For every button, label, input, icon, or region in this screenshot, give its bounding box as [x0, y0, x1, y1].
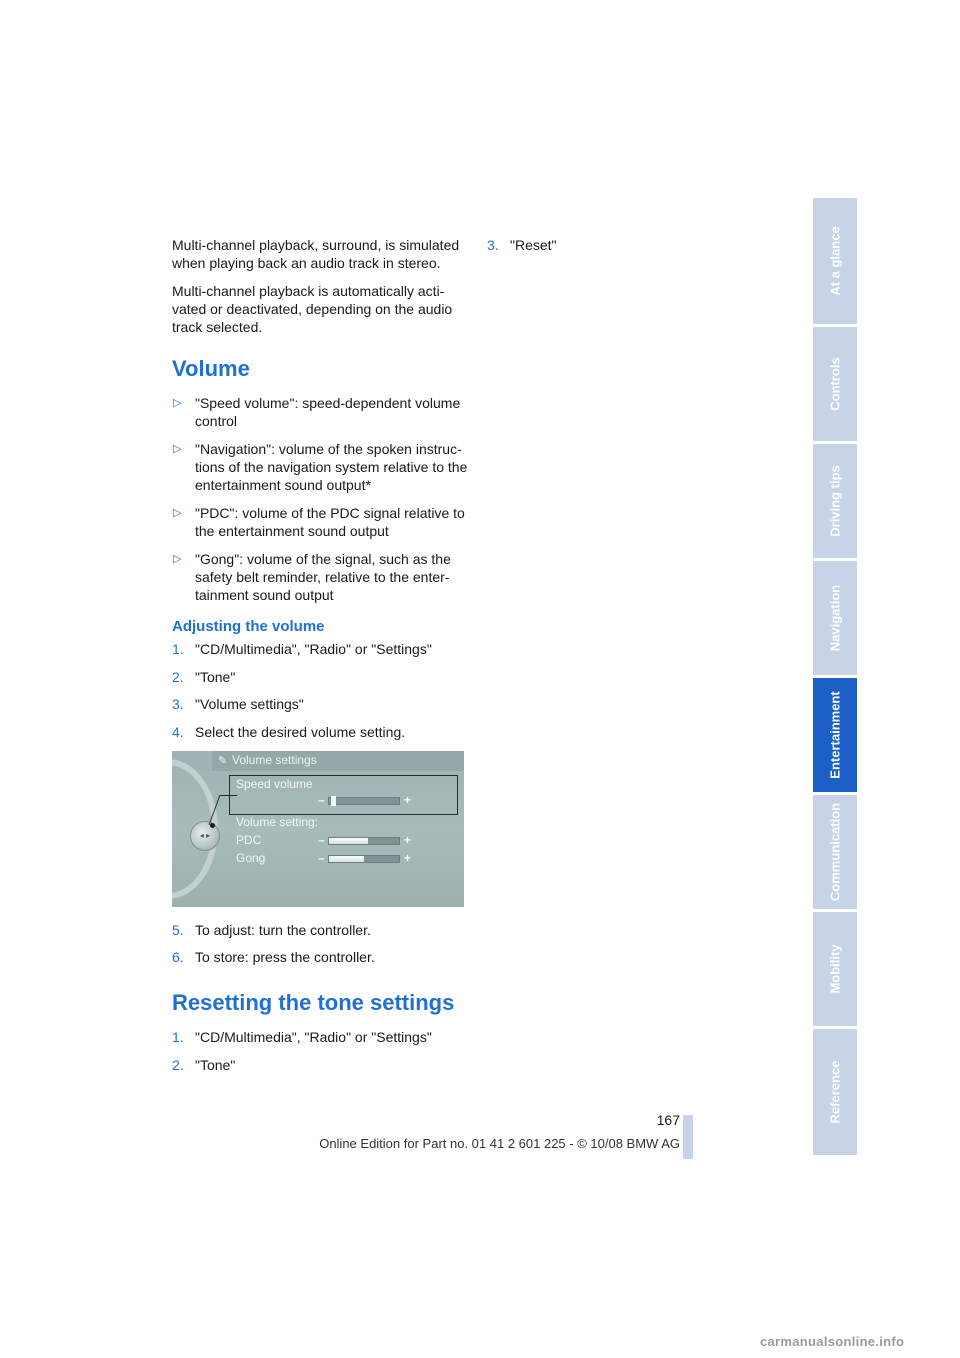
step-text: "Tone": [195, 1056, 236, 1073]
tab-driving-tips[interactable]: [813, 444, 857, 558]
controller-knob-icon: ◂ ▸: [190, 821, 220, 851]
triangle-bullet-icon: ▷: [173, 507, 182, 519]
step-number: 4.: [172, 723, 184, 740]
list-item: [172, 440, 468, 494]
gong-minus: –: [318, 850, 325, 865]
list-item: [172, 640, 468, 658]
screen-title: Volume settings: [232, 752, 317, 767]
intro-paragraph-2: Multi-channel playback is automatically acti-vated or deactivated, depending on the audio track selected.: [172, 283, 453, 335]
leader-dot: [210, 823, 215, 828]
gong-track: [328, 855, 400, 863]
intro-paragraph-1: Multi-channel playback, surround, is simulated when playing back an audio track in stereo.: [172, 237, 460, 271]
left-column: [172, 236, 468, 1083]
bullet-text: "Gong": volume of the signal, such as the safety belt reminder, relative to the enter-tainment sound output: [195, 551, 451, 603]
list-item: [172, 504, 468, 540]
pdc-fill: [329, 838, 368, 844]
step-text: "CD/Multimedia", "Radio" or "Settings": [195, 1029, 432, 1045]
reset-steps-list: [172, 1028, 468, 1074]
step-number: 6.: [172, 949, 184, 965]
tab-reference[interactable]: [813, 1029, 857, 1155]
tab-communication[interactable]: [813, 795, 857, 909]
bullet-text: "Speed volume": speed-dependent volume control: [195, 395, 461, 429]
right-column: [487, 236, 787, 264]
speed-volume-minus: –: [318, 792, 325, 807]
speed-volume-label: Speed volume: [236, 776, 313, 791]
triangle-bullet-icon: ▷: [173, 443, 182, 455]
wrench-icon: ✎: [218, 754, 228, 767]
tab-label: Controls: [827, 357, 843, 411]
bullet-text: "Navigation": volume of the spoken instruc-tions of the navigation system relative to the entertainment sound output*: [195, 441, 468, 493]
pdc-label: PDC: [236, 832, 262, 847]
step-text: To adjust: turn the controller.: [195, 921, 371, 938]
step-text: "Tone": [195, 668, 236, 685]
tab-navigation[interactable]: [813, 561, 857, 675]
step-text: "Volume settings": [195, 696, 304, 712]
step-text: To store: press the controller.: [195, 949, 375, 965]
tab-label: Entertainment: [827, 691, 843, 779]
speed-volume-marker: [331, 796, 336, 806]
tab-entertainment[interactable]: [813, 678, 857, 792]
adjust-steps-list: [172, 640, 468, 741]
page-number-bar: [683, 1115, 693, 1159]
speed-volume-plus: +: [404, 792, 412, 807]
speed-volume-track: [328, 797, 400, 805]
list-item: [172, 723, 468, 741]
list-item: [172, 1028, 468, 1046]
step-text: "CD/Multimedia", "Radio" or "Settings": [195, 641, 432, 657]
tab-label: Driving tips: [827, 465, 843, 537]
tab-label: Reference: [827, 1060, 843, 1124]
tab-label: Communication: [827, 802, 843, 902]
step-number: 2.: [172, 668, 184, 685]
tab-at-a-glance[interactable]: [813, 198, 857, 324]
step-text: "Reset": [510, 237, 557, 253]
volume-heading: Volume: [172, 356, 250, 381]
pdc-minus: –: [318, 832, 325, 847]
list-item: [172, 668, 468, 686]
edition-footer: Online Edition for Part no. 01 41 2 601 225 - © 10/08 BMW AG: [319, 1136, 680, 1151]
list-item: [172, 394, 468, 430]
pdc-track: [328, 837, 400, 845]
step-number: 1.: [172, 1029, 184, 1045]
list-item: [172, 550, 468, 604]
gong-fill: [329, 856, 364, 862]
volume-setting-label: Volume setting:: [236, 814, 319, 829]
tab-label: Navigation: [827, 584, 843, 652]
tab-controls[interactable]: [813, 327, 857, 441]
step-text: Select the desired volume setting.: [195, 723, 406, 740]
list-item: [172, 695, 468, 713]
list-item: [487, 236, 787, 254]
triangle-bullet-icon: ▷: [173, 553, 182, 565]
tab-label: Mobility: [827, 944, 843, 994]
page-number: 167: [656, 1112, 680, 1128]
step-number: 3.: [487, 237, 499, 253]
bullet-text: "PDC": volume of the PDC signal relative to the entertainment sound output: [195, 505, 465, 539]
tab-mobility[interactable]: [813, 912, 857, 1026]
list-item: [172, 948, 468, 966]
reset-steps-continued-list: [487, 236, 787, 254]
step-number: 1.: [172, 641, 184, 657]
step-number: 3.: [172, 696, 184, 712]
gong-plus: +: [404, 850, 412, 865]
volume-settings-screen-image: [172, 751, 464, 907]
adjust-steps-after-list: [172, 921, 468, 967]
step-number: 2.: [172, 1056, 184, 1073]
adjusting-volume-heading: Adjusting the volume: [172, 618, 325, 635]
tab-label: At a glance: [827, 226, 843, 296]
step-number: 5.: [172, 921, 184, 938]
triangle-bullet-icon: ▷: [173, 397, 182, 409]
resetting-tone-heading: Resetting the tone settings: [172, 990, 455, 1015]
list-item: [172, 1056, 468, 1074]
pdc-plus: +: [404, 832, 412, 847]
chapter-tabs: [813, 198, 857, 1158]
gong-label: Gong: [236, 850, 266, 865]
list-item: [172, 921, 468, 939]
watermark: carmanualsonline.info: [760, 1334, 905, 1349]
volume-bullet-list: [172, 394, 468, 604]
